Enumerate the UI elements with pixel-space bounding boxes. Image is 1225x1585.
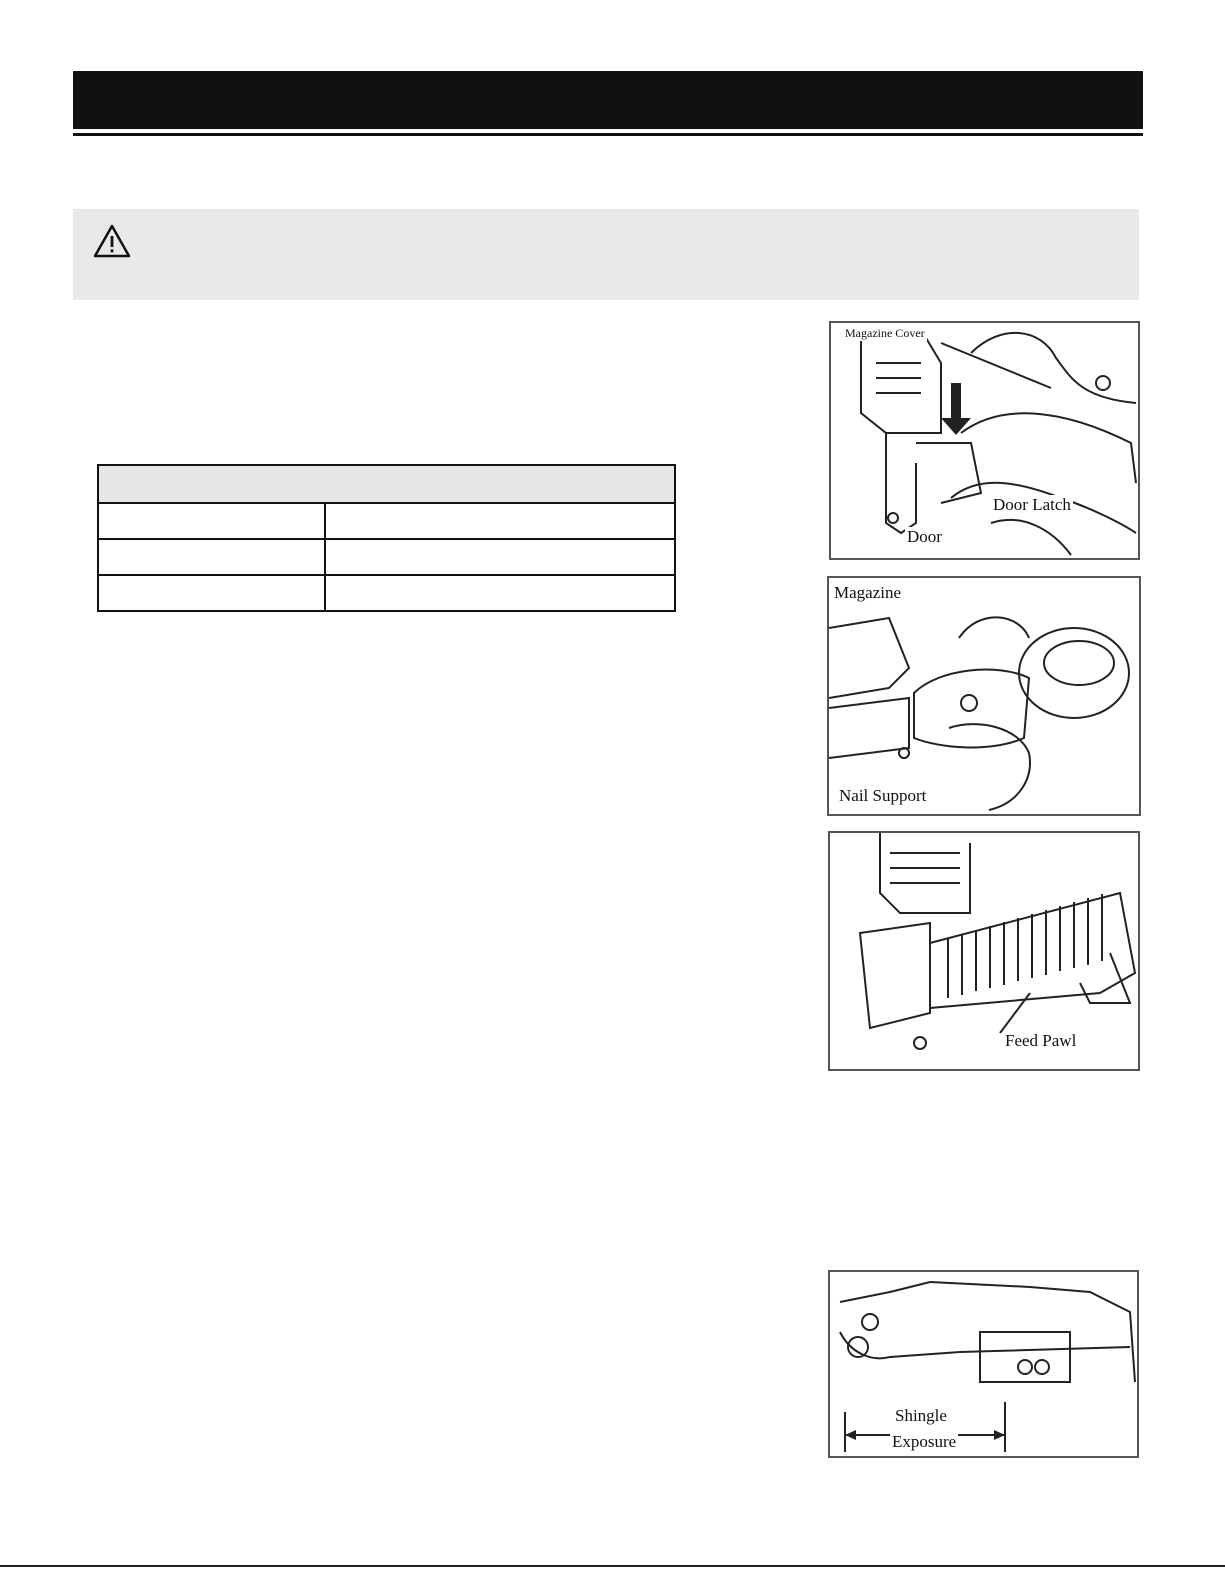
label-exposure: Exposure bbox=[892, 1432, 957, 1451]
table-header-cell bbox=[98, 465, 675, 503]
table-cell bbox=[98, 575, 325, 611]
table-cell bbox=[325, 503, 675, 539]
label-magazine: Magazine bbox=[834, 583, 902, 602]
magazine-load-illustration bbox=[829, 578, 1139, 814]
section-title-bar bbox=[73, 71, 1143, 129]
feed-pawl-illustration bbox=[830, 833, 1138, 1069]
label-magazine-cover: Magazine Cover bbox=[845, 326, 925, 340]
figure-magazine-cover bbox=[829, 321, 1140, 560]
table-cell bbox=[98, 503, 325, 539]
magazine-cover-illustration bbox=[831, 323, 1138, 558]
figure-magazine-load bbox=[827, 576, 1141, 816]
table-cell bbox=[325, 539, 675, 575]
label-door-latch: Door Latch bbox=[993, 495, 1071, 514]
table-row bbox=[98, 503, 675, 539]
table-row bbox=[98, 575, 675, 611]
title-underline bbox=[73, 133, 1143, 136]
figure-feed-pawl bbox=[828, 831, 1140, 1071]
spec-table bbox=[97, 464, 676, 612]
warning-triangle-icon bbox=[92, 223, 132, 259]
table-cell bbox=[325, 575, 675, 611]
shingle-exposure-illustration bbox=[830, 1272, 1137, 1456]
figure-shingle-exposure bbox=[828, 1270, 1139, 1458]
label-feed-pawl: Feed Pawl bbox=[1005, 1031, 1077, 1050]
warning-box bbox=[73, 209, 1139, 300]
table-cell bbox=[98, 539, 325, 575]
label-nail-support: Nail Support bbox=[839, 786, 927, 805]
table-row bbox=[98, 539, 675, 575]
label-door: Door bbox=[907, 527, 942, 546]
label-shingle: Shingle bbox=[895, 1406, 947, 1425]
table-header-row bbox=[98, 465, 675, 503]
page-bottom-rule bbox=[0, 1565, 1225, 1567]
